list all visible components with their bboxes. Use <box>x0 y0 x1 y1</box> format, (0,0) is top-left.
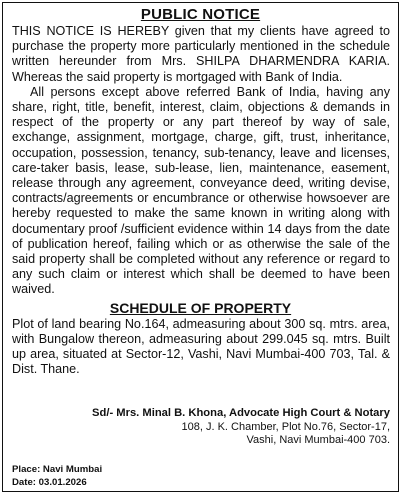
notice-paragraph-intro: THIS NOTICE IS HEREBY given that my clients have agreed to purchase the property more particularly mentioned in the schedule written hereunder from Mrs. SHILPA DHARMENDRA KARIA. Whereas the said property is mortgaged with Bank of India. <box>12 24 390 84</box>
public-notice-box <box>2 2 399 492</box>
place-date-block <box>12 463 102 489</box>
signature-line: Sd/- Mrs. Minal B. Khona, Advocate High Court & Notary <box>92 407 390 419</box>
advocate-address-line-2: Vashi, Navi Mumbai-400 703. <box>246 434 390 446</box>
date-text: Date: 03.01.2026 <box>12 477 87 488</box>
advocate-signature-block <box>92 407 390 448</box>
place-text: Place: Navi Mumbai <box>12 464 103 475</box>
notice-footer <box>12 407 390 489</box>
notice-paragraph-claims: All persons except above referred Bank of India, having any share, right, title, benefit, interest, claim, objections & demands in respect of the property or any part thereof by way of sale, exchange, assignment, mortgage, charge, gift, trust, inheritance, occupation, possession, tenancy, sub-tenancy, leave and licenses, care-taker basis, lease, sub-lease, lien, maintenance, easement, release through any agreement, conveyance deed, writing devise, contracts/agreements or encumbrance or otherwise howsoever are hereby requested to make the same known in writing along with documentary proof /sufficient evidence within 14 days from the date of publication hereof, failing which or as otherwise the sale of the said property shall be completed without any reference or regard to any such claim or interest which shall be deemed to have been waived. <box>12 84 390 297</box>
advocate-address-line-1: 108, J. K. Chamber, Plot No.76, Sector-17, <box>181 420 390 433</box>
schedule-description: Plot of land bearing No.164, admeasuring about 300 sq. mtrs. area, with Bungalow thereon, admeasuring about 299.045 sq. mtrs. Built up area, situated at Sector-12, Vashi, Navi Mumbai-400 703, Tal. & Dist. Thane. <box>12 316 390 377</box>
notice-title: PUBLIC NOTICE <box>140 6 261 23</box>
schedule-title: SCHEDULE OF PROPERTY <box>109 299 292 316</box>
